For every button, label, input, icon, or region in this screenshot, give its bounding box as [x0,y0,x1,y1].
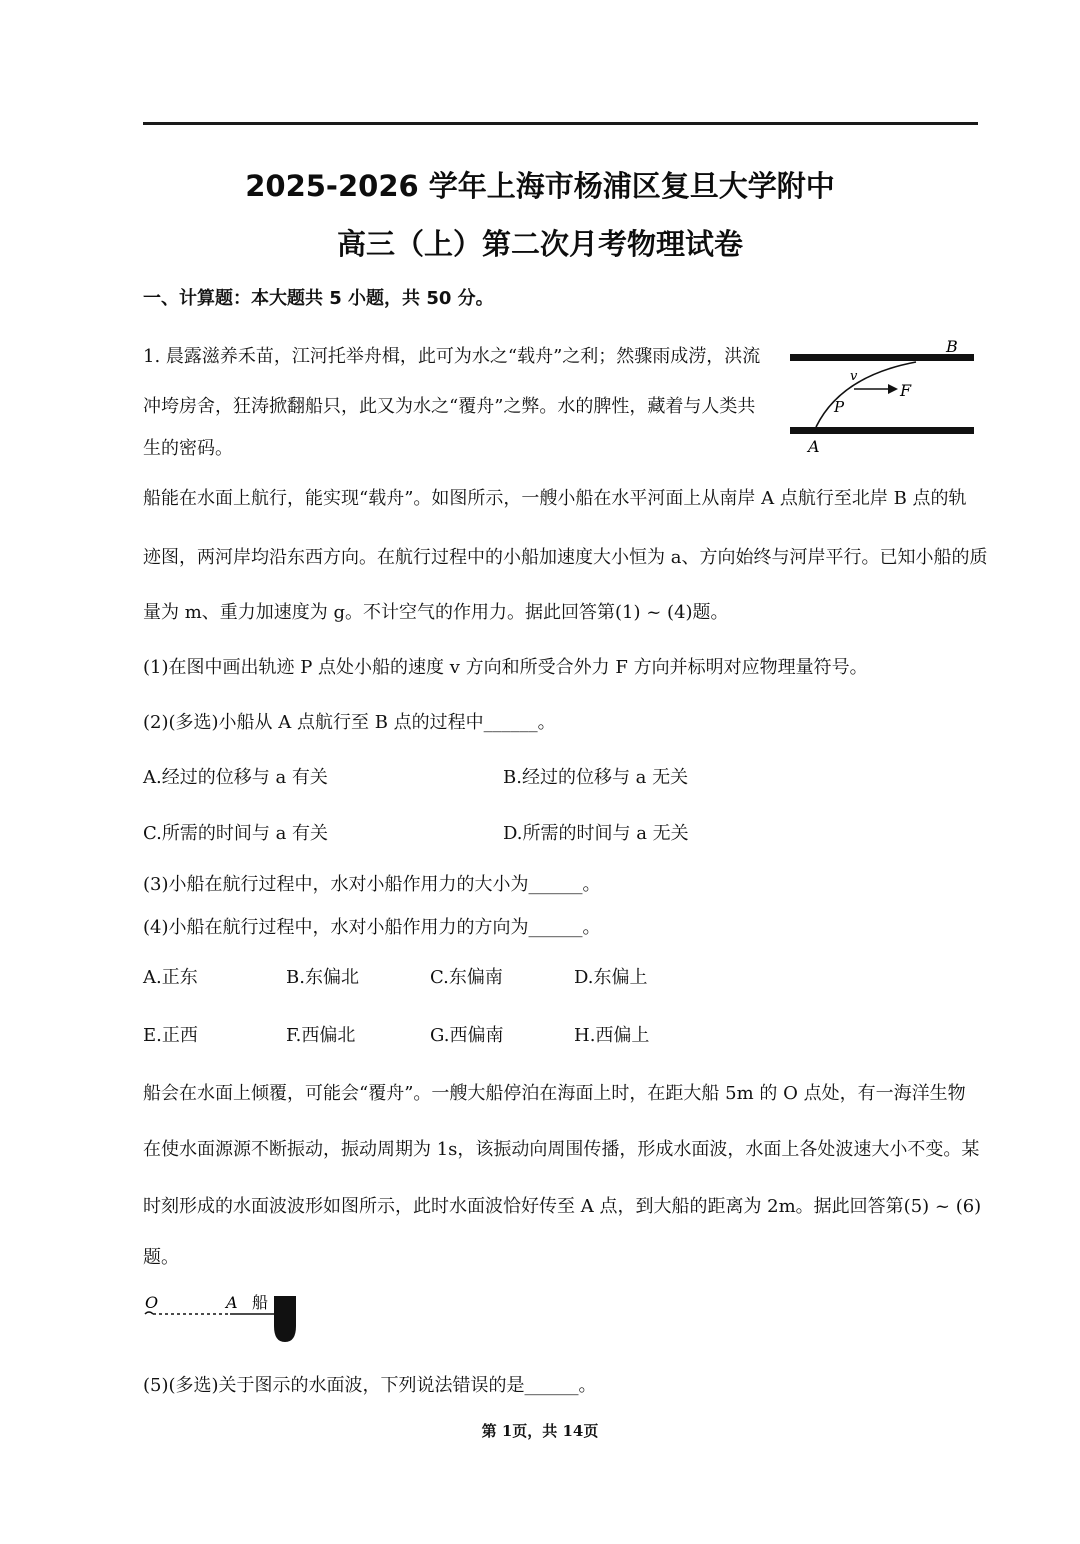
q4-option-d: D.东偏上 [574,967,648,988]
q2-option-d: D.所需的时间与 a 无关 [503,823,689,844]
intro-line-2: 冲垮房舍，狂涛掀翻船只，此又为水之“覆舟”之弊。水的脾性，藏着与人类共 [143,396,756,417]
exam-title-line2: 高三（上）第二次月考物理试卷 [336,227,743,261]
question-1: (1)在图中画出轨迹 P 点处小船的速度 v 方向和所受合外力 F 方向并标明对应物理量符号。 [143,657,868,678]
question-4: (4)小船在航行过程中，水对小船作用力的方向为______。 [143,917,601,938]
question-2: (2)(多选)小船从 A 点航行至 B 点的过程中______。 [143,712,556,733]
label-p: P [834,398,845,416]
wave-line-1: 船会在水面上倾覆，可能会“覆舟”。一艘大船停泊在海面上时，在距大船 5m 的 O 点处，有一海洋生物 [143,1083,966,1104]
boat-line-2: 迹图，两河岸均沿东西方向。在航行过程中的小船加速度大小恒为 a、方向始终与河岸平行。已知小船的质 [143,547,988,568]
intro-line-1: 1. 晨露滋养禾苗，江河托举舟楫，此可为水之“载舟”之利；然骤雨成涝，洪流 [143,346,761,367]
boat-line-3: 量为 m、重力加速度为 g。不计空气的作用力。据此回答第(1) ~ (4)题。 [143,602,729,623]
label-b: B [946,337,958,356]
wave-line-2: 在使水面源源不断振动，振动周期为 1s，该振动向周围传播，形成水面波，水面上各处波速大小不变。某 [143,1139,980,1160]
q4-option-c: C.东偏南 [430,967,503,988]
q4-option-b: B.东偏北 [286,967,359,988]
q4-option-h: H.西偏上 [574,1025,650,1046]
q4-option-e: E.正西 [143,1025,198,1046]
q2-option-c: C.所需的时间与 a 有关 [143,823,329,844]
south-bank [790,427,974,434]
label-v: v [850,369,858,384]
label-o: O [145,1293,159,1312]
force-arrow-head [888,384,898,394]
q2-option-a: A.经过的位移与 a 有关 [143,767,328,788]
q4-option-a: A.正东 [143,967,198,988]
label-f: F [900,381,912,400]
page-footer: 第 1页，共 14页 [481,1422,599,1440]
label-ship: 船 [252,1293,269,1312]
question-3: (3)小船在航行过程中，水对小船作用力的大小为______。 [143,874,601,895]
top-rule [143,122,978,125]
label-wave-a: A [226,1293,238,1312]
q4-option-f: F.西偏北 [286,1025,356,1046]
q2-option-b: B.经过的位移与 a 无关 [503,767,689,788]
ship-hull [274,1296,296,1342]
intro-line-3: 生的密码。 [143,438,233,459]
wave-diagram [140,1288,310,1348]
exam-title-line1: 2025-2026 学年上海市杨浦区复旦大学附中 [245,169,835,203]
boat-line-1: 船能在水面上航行，能实现“载舟”。如图所示，一艘小船在水平河面上从南岸 A 点航行至北岸 B 点的轨 [143,488,967,509]
wave-line-3: 时刻形成的水面波波形如图所示，此时水面波恰好传至 A 点，到大船的距离为 2m。据此回答第(5) ~ (6) [143,1196,982,1217]
q4-option-g: G.西偏南 [430,1025,504,1046]
wave-line-4: 题。 [143,1247,179,1268]
section-heading: 一、计算题：本大题共 5 小题，共 50 分。 [143,288,494,309]
question-5: (5)(多选)关于图示的水面波，下列说法错误的是______。 [143,1375,597,1396]
river-diagram [786,336,982,458]
label-a: A [808,437,820,456]
wave-source-mark [145,1312,153,1314]
